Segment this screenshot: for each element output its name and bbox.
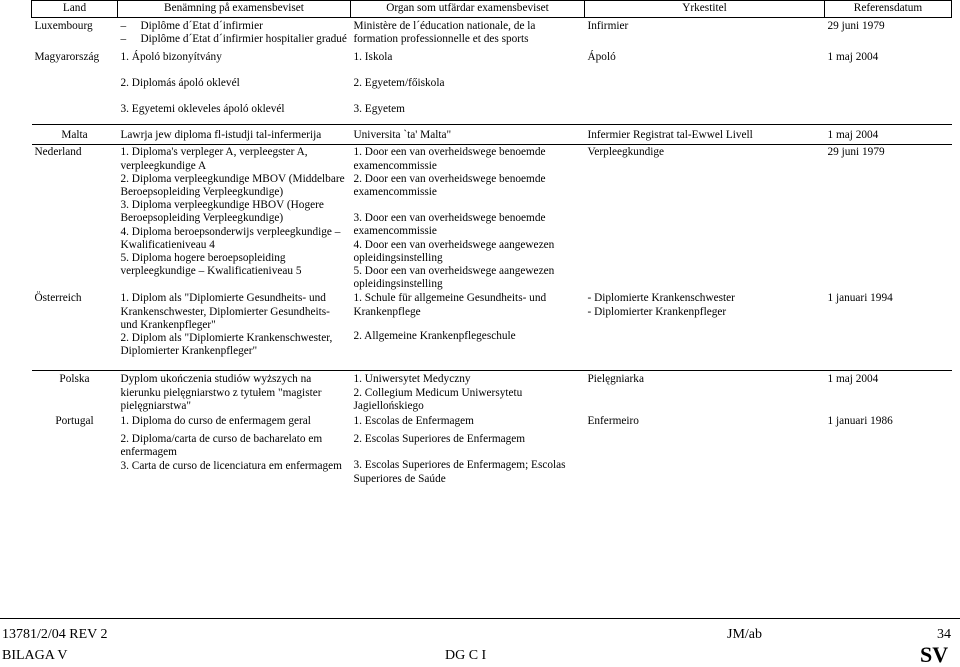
date-cell: 1 maj 2004 bbox=[825, 125, 952, 145]
diploma-item: 5. Diploma hogere beroepsopleiding verpleegkundige – Kwalificatieniveau 5 bbox=[120, 252, 302, 278]
issuing-body-item: 3. Escolas Superiores de Enfermagem; Escolas Superiores de Saúde bbox=[353, 459, 566, 485]
issuing-body-cell bbox=[351, 413, 585, 486]
diploma-item: 1. Diploma's verpleger A, verpleegster A, verpleegkundige A bbox=[120, 146, 308, 172]
diploma-item: 2. Diploma verpleegkundige MBOV (Middelbare Beroepsopleiding Verpleegkundige) bbox=[120, 172, 345, 199]
table-row-netherlands bbox=[32, 145, 952, 292]
issuing-body-item: 1. Door een van overheidswege benoemde examencommissie bbox=[353, 146, 546, 172]
table-row-austria bbox=[32, 291, 952, 371]
directorate-label: DG C I bbox=[445, 648, 487, 663]
diploma-cell bbox=[118, 18, 351, 47]
issuing-body-cell bbox=[351, 145, 585, 292]
title-item: - Diplomierter Krankenpfleger bbox=[587, 305, 727, 318]
issuing-body-item: 5. Door een van overheidswege aangewezen opleidingsinstelling bbox=[353, 265, 555, 291]
date-cell: 29 juni 1979 bbox=[827, 20, 885, 33]
page-number: 34 bbox=[937, 627, 951, 642]
diploma-item: 2. Diploma/carta de curso de bacharelato em enfermagem bbox=[120, 433, 323, 459]
language-code: SV bbox=[920, 642, 949, 667]
diploma-cell: Lawrja jew diploma fl-istudji tal-infermerija bbox=[118, 125, 351, 145]
diploma-item: 3. Egyetemi okleveles ápoló oklevél bbox=[120, 103, 285, 116]
annex-label: BILAGA V bbox=[2, 648, 68, 663]
country-cell: Polska bbox=[32, 371, 118, 413]
diploma-item: 2. Diplom als "Diplomierte Krankenschwester, Diplomierter Krankenpfleger" bbox=[120, 332, 333, 358]
title-cell: Enfermeiro bbox=[587, 415, 639, 428]
issuing-body-item: 1. Uniwersytet Medyczny bbox=[353, 373, 471, 386]
issuing-body-item: 2. Escolas Superiores de Enfermagem bbox=[353, 433, 526, 446]
title-cell: Ápoló bbox=[585, 47, 825, 125]
issuing-body-cell bbox=[351, 371, 585, 413]
header-reference-date: Referensdatum bbox=[825, 1, 952, 18]
issuing-body-item: 2. Egyetem/főiskola bbox=[353, 76, 445, 89]
footer-divider bbox=[0, 618, 960, 619]
header-issuing-body: Organ som utfärdar examensbeviset bbox=[351, 1, 585, 18]
header-country: Land bbox=[32, 1, 118, 18]
issuing-body-item: 1. Escolas de Enfermagem bbox=[353, 415, 474, 428]
title-cell bbox=[585, 291, 825, 371]
table-row-luxembourg bbox=[32, 18, 952, 47]
country-cell: Portugal bbox=[55, 415, 94, 428]
diploma-item: 1. Ápoló bizonyítvány bbox=[120, 50, 222, 63]
diploma-item: 1. Diplom als "Diplomierte Gesundheits- und Krankenschwester, Diplomierter Gesundheits- und Krankenpfleger" bbox=[120, 292, 330, 331]
date-cell: 1 maj 2004 bbox=[825, 371, 952, 413]
diploma-cell: Dyplom ukończenia studiów wyższych na kierunku pielęgniarstwo z tytułem "magister pielęgniarstwa" bbox=[118, 371, 351, 413]
issuing-body-item: 2. Collegium Medicum Uniwersytetu Jagiellońskiego bbox=[353, 386, 523, 412]
issuing-body-cell: Ministère de l´éducation nationale, de la formation professionnelle et des sports bbox=[353, 20, 536, 46]
issuing-body-cell bbox=[351, 291, 585, 371]
issuing-body-item: 3. Egyetem bbox=[353, 103, 405, 116]
issuing-body-item: 1. Iskola bbox=[353, 50, 393, 63]
header-row bbox=[32, 1, 952, 18]
date-cell: 29 juni 1979 bbox=[827, 146, 885, 159]
diploma-item: 4. Diploma beroepsonderwijs verpleegkundige – Kwalificatieniveau 4 bbox=[120, 225, 341, 251]
table-row-portugal bbox=[32, 413, 952, 486]
table-row-poland bbox=[32, 371, 952, 413]
diploma-table bbox=[31, 0, 952, 486]
diploma-item: 3. Carta de curso de licenciatura em enfermagem bbox=[120, 459, 342, 472]
diploma-item: 3. Diploma verpleegkundige HBOV (Hogere Beroepsopleiding Verpleegkundige) bbox=[120, 199, 324, 225]
country-cell: Magyarország bbox=[32, 47, 118, 125]
table-row-malta bbox=[32, 125, 952, 145]
document-reference: 13781/2/04 REV 2 bbox=[2, 627, 108, 642]
diploma-item: – Diplôme d´Etat d´infirmier hospitalier gradué bbox=[120, 33, 347, 46]
country-cell: Österreich bbox=[34, 292, 82, 305]
issuing-body-item: 2. Allgemeine Krankenpflegeschule bbox=[353, 329, 516, 342]
country-cell: Malta bbox=[32, 125, 118, 145]
title-item: - Diplomierte Krankenschwester bbox=[587, 292, 735, 305]
header-professional-title: Yrkestitel bbox=[585, 1, 825, 18]
date-cell: 1 januari 1986 bbox=[827, 415, 893, 428]
header-diploma: Benämning på examensbeviset bbox=[118, 1, 351, 18]
issuing-body-item: 4. Door een van overheidswege aangewezen opleidingsinstelling bbox=[353, 238, 555, 264]
author-initials: JM/ab bbox=[727, 627, 762, 642]
diploma-item: 2. Diplomás ápoló oklevél bbox=[120, 76, 240, 89]
issuing-body-item: 2. Door een van overheidswege benoemde examencommissie bbox=[353, 172, 546, 199]
issuing-body-item: 1. Schule für allgemeine Gesundheits- und Krankenpflege bbox=[353, 292, 547, 318]
title-cell: Infermier Registrat tal-Ewwel Livell bbox=[585, 125, 825, 145]
title-cell: Infirmier bbox=[587, 20, 629, 33]
date-cell: 1 januari 1994 bbox=[827, 292, 893, 305]
diploma-cell bbox=[118, 47, 351, 125]
country-cell: Nederland bbox=[34, 146, 82, 159]
issuing-body-cell: Universita `ta' Malta" bbox=[351, 125, 585, 145]
issuing-body-cell bbox=[351, 47, 585, 125]
title-cell: Verpleegkundige bbox=[587, 146, 665, 159]
table-row-hungary bbox=[32, 47, 952, 125]
issuing-body-item: 3. Door een van overheidswege benoemde examencommissie bbox=[353, 212, 546, 238]
diploma-item: – Diplôme d´Etat d´infirmier bbox=[120, 20, 263, 33]
diploma-cell bbox=[118, 413, 351, 486]
date-cell: 1 maj 2004 bbox=[825, 47, 952, 125]
diploma-cell bbox=[118, 291, 351, 371]
diploma-item: 1. Diploma do curso de enfermagem geral bbox=[120, 415, 311, 428]
country-cell: Luxembourg bbox=[34, 20, 93, 33]
diploma-cell bbox=[118, 145, 351, 292]
title-cell: Pielęgniarka bbox=[585, 371, 825, 413]
